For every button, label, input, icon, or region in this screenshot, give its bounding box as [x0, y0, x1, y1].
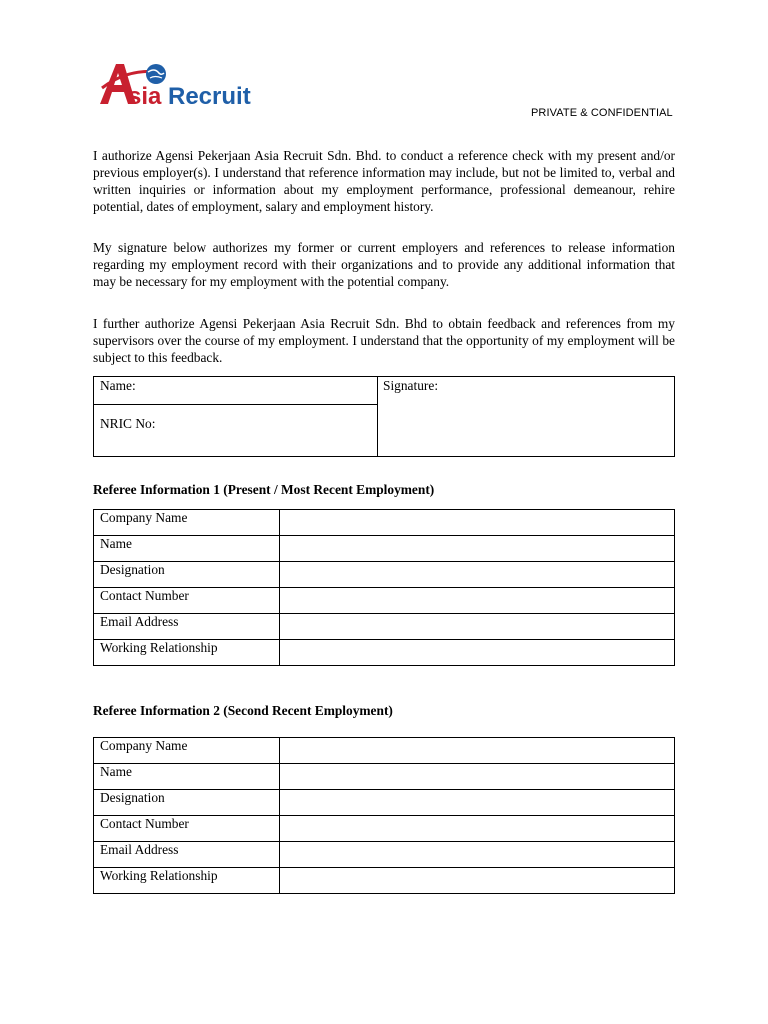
logo-graphic	[98, 58, 268, 110]
table-row	[94, 764, 675, 790]
row-value-field[interactable]	[280, 738, 675, 764]
confidential-label: PRIVATE & CONFIDENTIAL	[531, 107, 673, 119]
row-value-field[interactable]	[280, 816, 675, 842]
row-label: Contact Number	[94, 588, 280, 614]
row-label: Designation	[94, 790, 280, 816]
row-value-field[interactable]	[280, 868, 675, 894]
row-label: Working Relationship	[94, 868, 280, 894]
nric-label: NRIC No:	[100, 416, 156, 431]
row-value-field[interactable]	[280, 510, 675, 536]
referee-2-title: Referee Information 2 (Second Recent Employment)	[93, 703, 393, 718]
svg-text:Recruit: Recruit	[168, 83, 251, 110]
row-label: Designation	[94, 562, 280, 588]
identity-fields	[94, 377, 378, 456]
svg-text:sia: sia	[128, 83, 162, 110]
referee-1-table	[93, 509, 675, 666]
row-value-field[interactable]	[280, 764, 675, 790]
authorization-paragraph-2: My signature below authorizes my former or current employers and references to release information regarding my employment record with their organizations and to provide any additional information that may be necessary for my employment with the potential company.	[93, 240, 675, 289]
nric-field[interactable]	[94, 405, 377, 456]
row-label: Name	[94, 764, 280, 790]
row-value-field[interactable]	[280, 640, 675, 666]
row-label: Name	[94, 536, 280, 562]
asiarecruit-logo	[98, 58, 268, 110]
table-row	[94, 842, 675, 868]
row-label: Email Address	[94, 614, 280, 640]
row-value-field[interactable]	[280, 588, 675, 614]
name-field[interactable]	[94, 377, 377, 405]
table-row	[94, 640, 675, 666]
referee-2-table	[93, 737, 675, 894]
referee-1-title: Referee Information 1 (Present / Most Recent Employment)	[93, 482, 435, 497]
row-value-field[interactable]	[280, 790, 675, 816]
row-value-field[interactable]	[280, 842, 675, 868]
row-label: Company Name	[94, 510, 280, 536]
signature-label: Signature:	[383, 378, 439, 393]
table-row	[94, 790, 675, 816]
table-row	[94, 816, 675, 842]
table-row	[94, 738, 675, 764]
table-row	[94, 614, 675, 640]
row-value-field[interactable]	[280, 536, 675, 562]
table-row	[94, 536, 675, 562]
signature-field[interactable]	[378, 377, 674, 456]
authorization-paragraph-3: I further authorize Agensi Pekerjaan Asia Recruit Sdn. Bhd to obtain feedback and references from my supervisors over the course of my employment. I understand that the opportunity of my employment will be subject to this feedback.	[93, 316, 675, 365]
table-row	[94, 868, 675, 894]
row-label: Company Name	[94, 738, 280, 764]
authorization-paragraph-1: I authorize Agensi Pekerjaan Asia Recruit Sdn. Bhd. to conduct a reference check with my present and/or previous employer(s). I understand that reference information may include, but not be limited to, verbal and written inquiries or information about my employment performance, professional demeanour, rehire potential, dates of employment, salary and employment history.	[93, 148, 675, 214]
table-row	[94, 562, 675, 588]
row-value-field[interactable]	[280, 562, 675, 588]
row-label: Contact Number	[94, 816, 280, 842]
authorization-signature-box	[93, 376, 675, 457]
table-row	[94, 510, 675, 536]
table-row	[94, 588, 675, 614]
row-value-field[interactable]	[280, 614, 675, 640]
name-label: Name:	[100, 378, 136, 393]
row-label: Working Relationship	[94, 640, 280, 666]
row-label: Email Address	[94, 842, 280, 868]
